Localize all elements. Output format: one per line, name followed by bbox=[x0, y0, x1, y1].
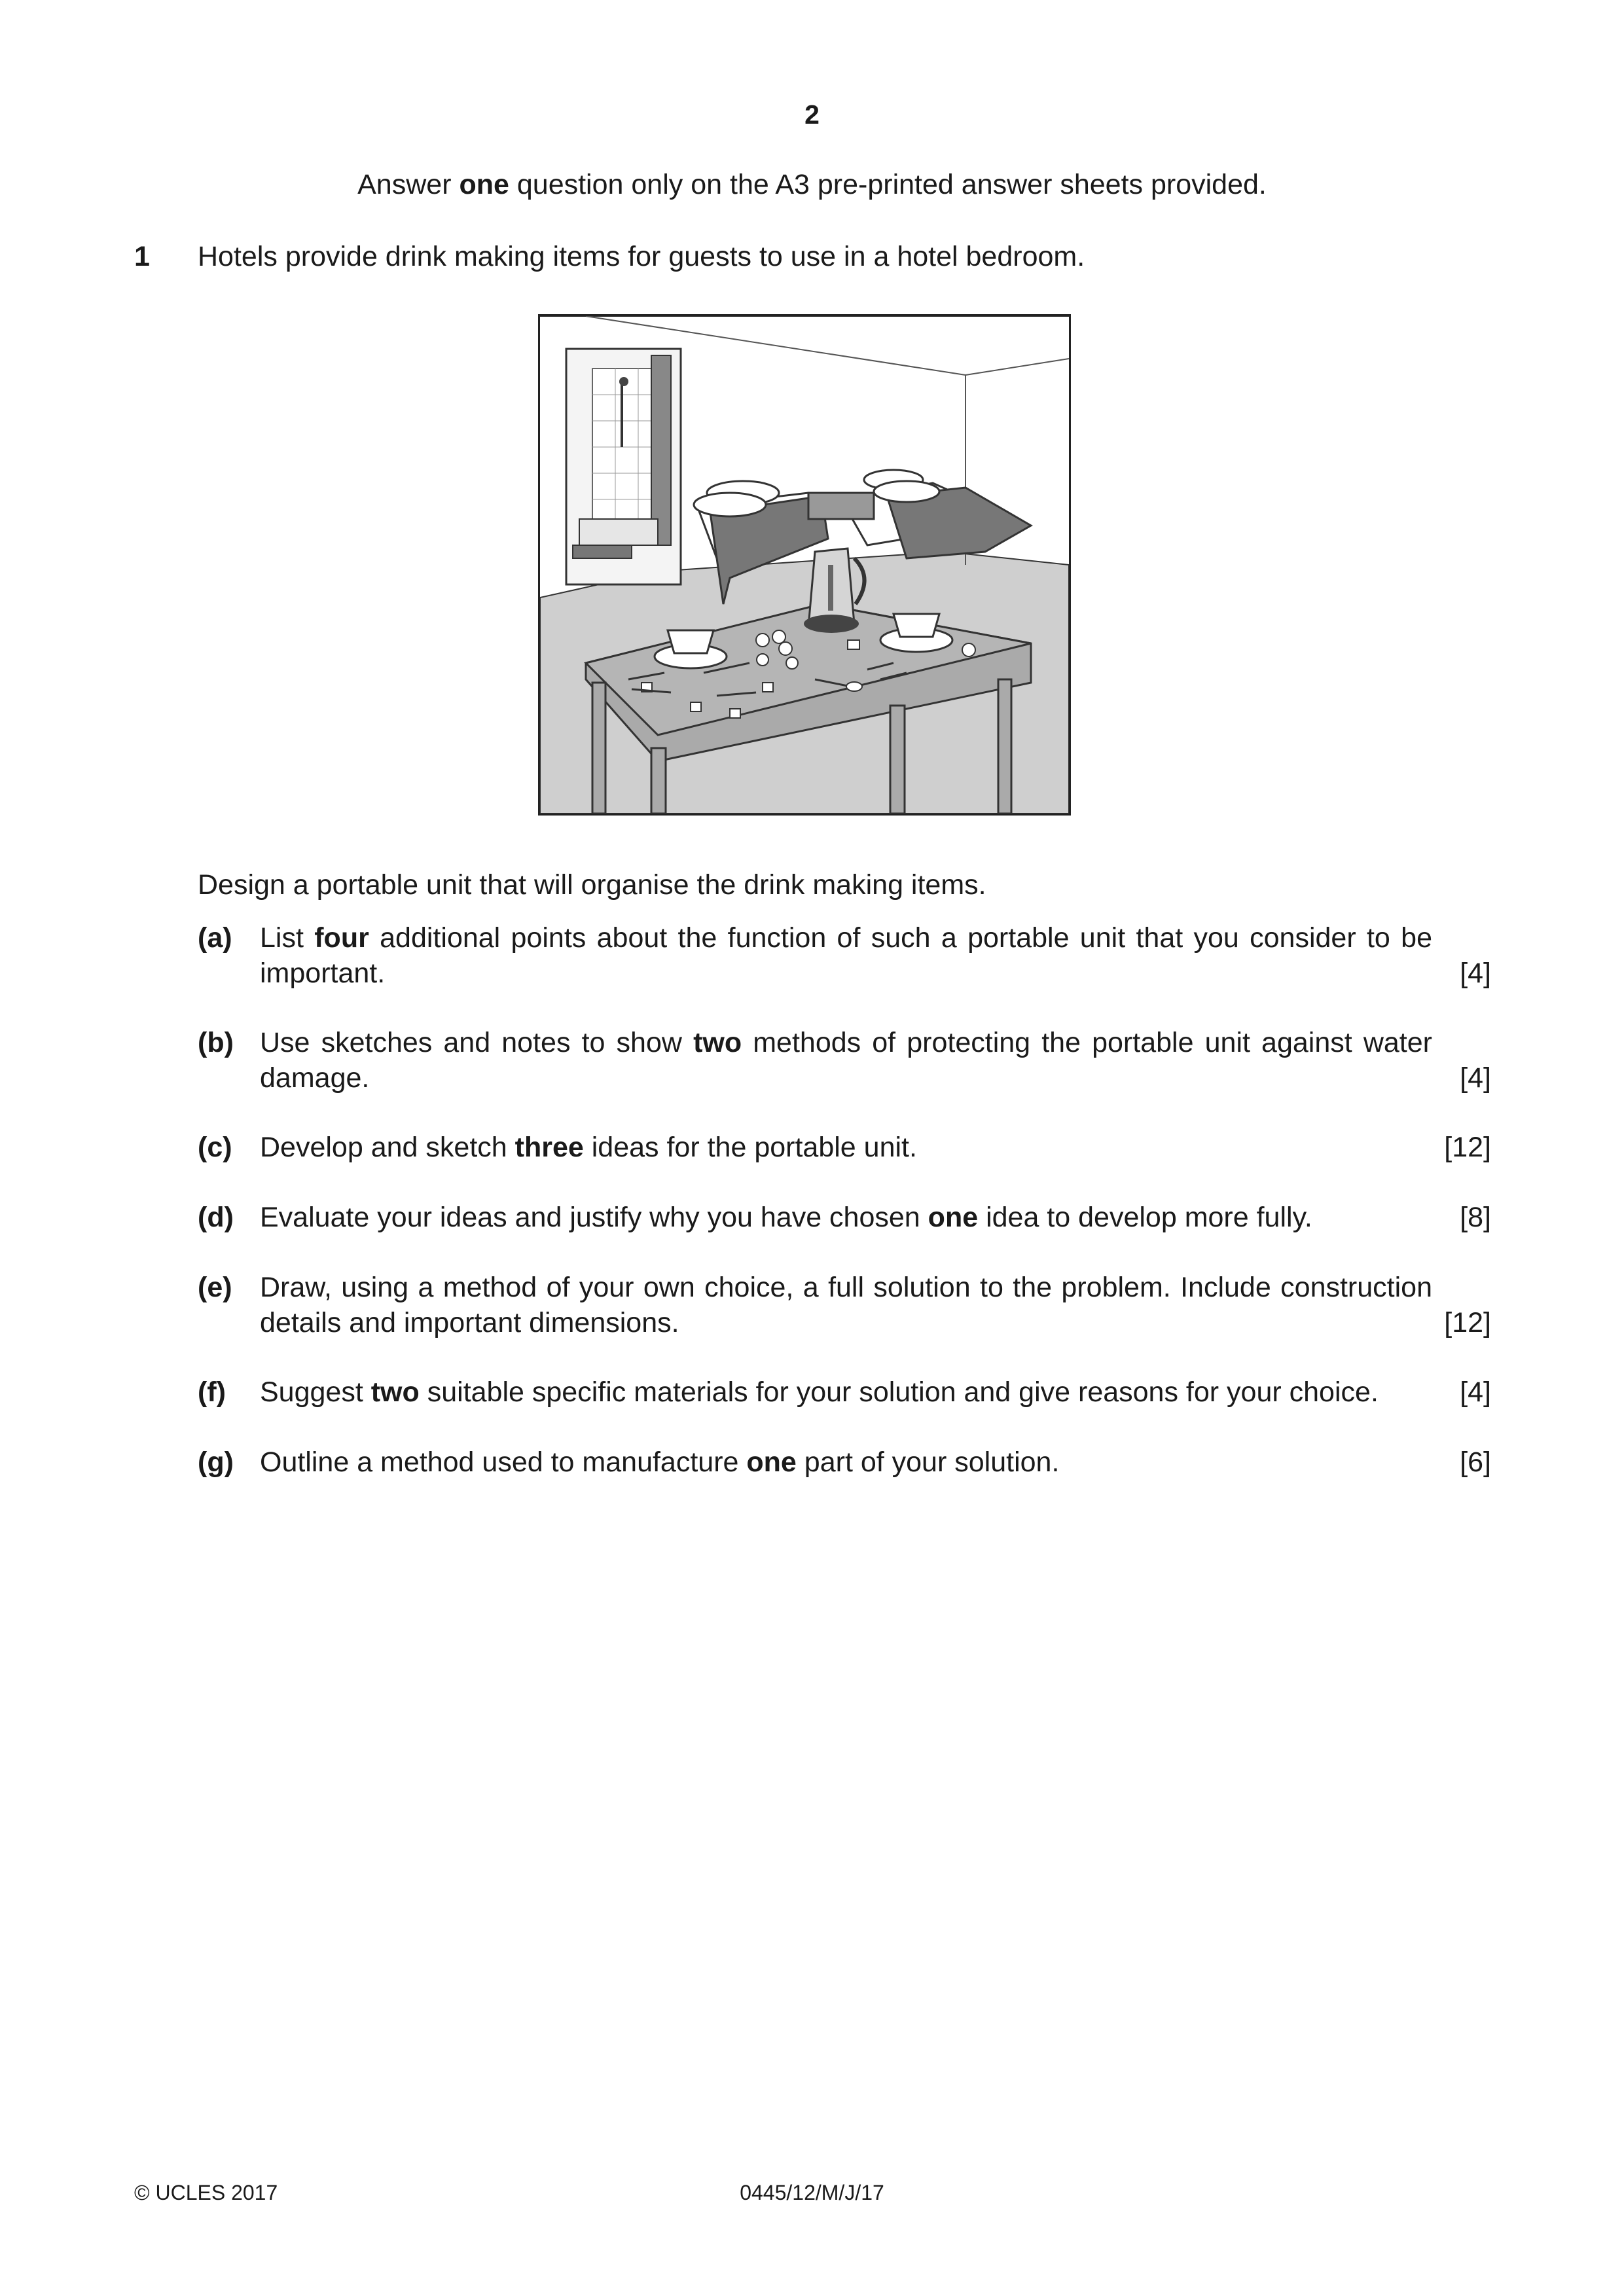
part-label: (d) bbox=[198, 1202, 234, 1233]
part-marks: [8] bbox=[1460, 1202, 1491, 1233]
part-g bbox=[198, 1444, 1491, 1480]
design-prompt: Design a portable unit that will organise the drink making items. bbox=[198, 869, 986, 901]
part-label: (f) bbox=[198, 1376, 226, 1408]
part-c bbox=[198, 1130, 1491, 1165]
part-text: List four additional points about the function of such a portable unit that you consider to be important. bbox=[260, 922, 1432, 989]
part-marks: [4] bbox=[1460, 1376, 1491, 1408]
part-label: (g) bbox=[198, 1446, 234, 1478]
part-marks: [4] bbox=[1460, 958, 1491, 989]
copyright-notice: © UCLES 2017 bbox=[134, 2181, 278, 2204]
part-text: Suggest two suitable specific materials for your solution and give reasons for your choice. bbox=[260, 1376, 1379, 1408]
paper-code: 0445/12/M/J/17 bbox=[740, 2181, 884, 2204]
page-number: 2 bbox=[804, 99, 820, 130]
hotel-room-illustration bbox=[538, 314, 1071, 816]
part-label: (a) bbox=[198, 922, 232, 954]
part-e bbox=[198, 1270, 1491, 1340]
part-marks: [4] bbox=[1460, 1062, 1491, 1094]
part-text: Use sketches and notes to show two methods of protecting the portable unit against water damage. bbox=[260, 1027, 1432, 1094]
part-a bbox=[198, 920, 1491, 991]
part-text: Evaluate your ideas and justify why you have chosen one idea to develop more fully. bbox=[260, 1202, 1312, 1233]
question-stem: Hotels provide drink making items for guests to use in a hotel bedroom. bbox=[198, 241, 1085, 272]
part-label: (e) bbox=[198, 1272, 232, 1303]
part-text: Develop and sketch three ideas for the portable unit. bbox=[260, 1132, 917, 1163]
part-marks: [12] bbox=[1444, 1307, 1491, 1338]
question-number: 1 bbox=[134, 241, 150, 272]
part-label: (b) bbox=[198, 1027, 234, 1058]
exam-instruction: Answer one question only on the A3 pre-printed answer sheets provided. bbox=[357, 169, 1267, 200]
part-text: Draw, using a method of your own choice, a full solution to the problem. Include construction details and important dimensions. bbox=[260, 1272, 1432, 1338]
part-b bbox=[198, 1025, 1491, 1096]
part-marks: [12] bbox=[1444, 1132, 1491, 1163]
part-label: (c) bbox=[198, 1132, 232, 1163]
part-f bbox=[198, 1374, 1491, 1410]
part-d bbox=[198, 1200, 1491, 1235]
part-marks: [6] bbox=[1460, 1446, 1491, 1478]
part-text: Outline a method used to manufacture one part of your solution. bbox=[260, 1446, 1060, 1478]
